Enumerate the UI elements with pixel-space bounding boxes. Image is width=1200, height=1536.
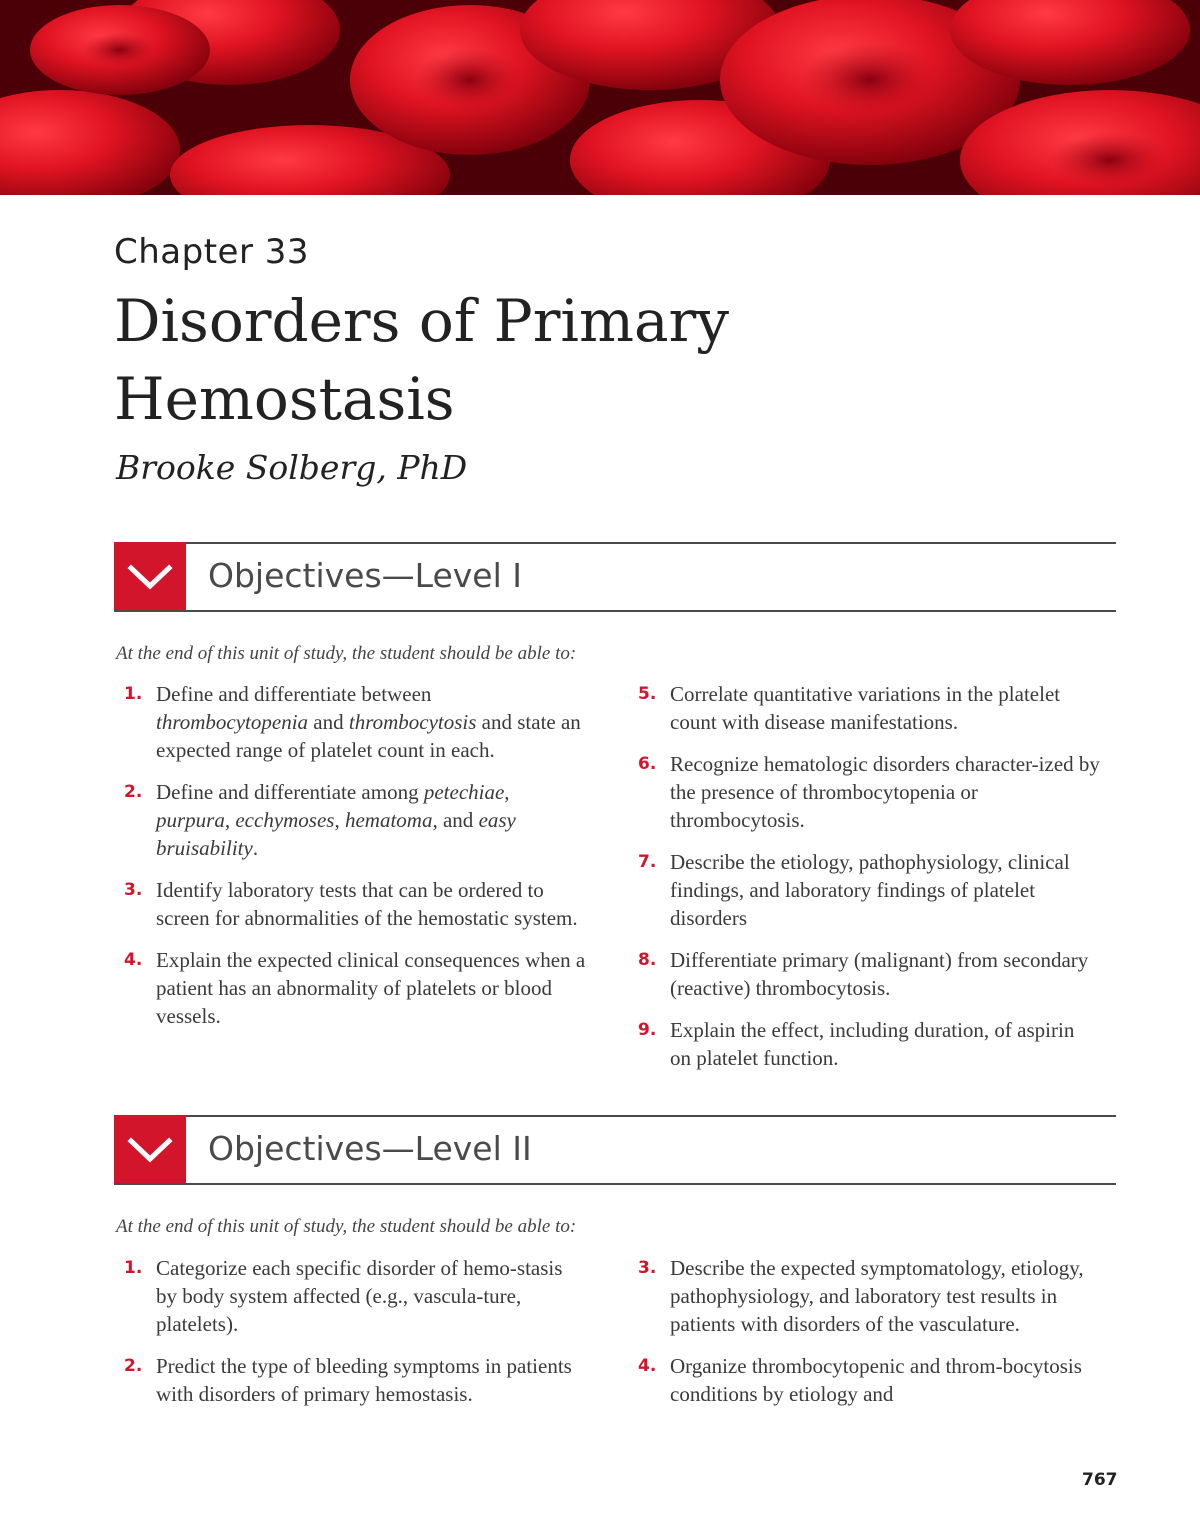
objective-text: Categorize each specific disorder of hemo-stasis by body system affected (e.g., vascula-ture, platelets). bbox=[156, 1256, 563, 1336]
objective-text: Define and differentiate between thrombocytopenia and thrombocytosis and state an expected range of platelet count in each. bbox=[156, 682, 581, 762]
objectives-level-2-list-right bbox=[630, 1254, 1100, 1422]
objective-text: Describe the expected symptomatology, etiology, pathophysiology, and laboratory test results in patients with disorders of the vasculature. bbox=[670, 1256, 1084, 1336]
objective-number: 1. bbox=[124, 1258, 143, 1278]
objective-text: Organize thrombocytopenic and throm-bocytosis conditions by etiology and bbox=[670, 1354, 1082, 1406]
divider bbox=[114, 1115, 1116, 1117]
chapter-title-line-2: Hemostasis bbox=[114, 365, 455, 433]
chapter-label: Chapter 33 bbox=[114, 232, 310, 272]
chapter-title bbox=[114, 282, 1014, 438]
check-icon bbox=[114, 1115, 186, 1185]
objective-number: 6. bbox=[638, 754, 657, 774]
objectives-level-2-list-left bbox=[116, 1254, 586, 1422]
objectives-level-2-intro: At the end of this unit of study, the student should be able to: bbox=[116, 1216, 577, 1237]
objective-number: 4. bbox=[638, 1356, 657, 1376]
objective-item bbox=[630, 848, 1100, 932]
objective-item bbox=[116, 778, 586, 862]
objective-text: Describe the etiology, pathophysiology, clinical findings, and laboratory findings of platelet disorders bbox=[670, 850, 1070, 930]
objective-number: 3. bbox=[124, 880, 143, 900]
objective-item bbox=[116, 876, 586, 932]
check-icon bbox=[114, 542, 186, 612]
objective-text: Correlate quantitative variations in the platelet count with disease manifestations. bbox=[670, 682, 1061, 734]
chapter-title-line-1: Disorders of Primary bbox=[114, 287, 730, 355]
objective-number: 2. bbox=[124, 782, 143, 802]
objective-text: Explain the expected clinical consequences when a patient has an abnormality of platelets or blood vessels. bbox=[156, 948, 586, 1028]
objective-item bbox=[116, 1352, 586, 1408]
objective-text: Define and differentiate among petechiae, purpura, ecchymoses, hematoma, and easy bruisability. bbox=[156, 780, 516, 860]
objective-number: 4. bbox=[124, 950, 143, 970]
objectives-level-1-title: Objectives—Level I bbox=[208, 556, 522, 595]
author-name: Brooke Solberg, PhD bbox=[116, 448, 468, 487]
page-number: 767 bbox=[1082, 1470, 1118, 1490]
objective-text: Recognize hematologic disorders character-ized by the presence of thrombocytopenia or thrombocytosis. bbox=[670, 752, 1100, 832]
objective-text: Identify laboratory tests that can be ordered to screen for abnormalities of the hemostatic system. bbox=[156, 878, 578, 930]
divider bbox=[114, 610, 1116, 612]
objective-number: 9. bbox=[638, 1020, 657, 1040]
objective-text: Differentiate primary (malignant) from secondary (reactive) thrombocytosis. bbox=[670, 948, 1089, 1000]
objective-number: 3. bbox=[638, 1258, 657, 1278]
objective-number: 7. bbox=[638, 852, 657, 872]
divider bbox=[114, 1183, 1116, 1185]
objective-item bbox=[116, 680, 586, 764]
objectives-level-2-header bbox=[114, 1115, 1116, 1185]
banner-red-blood-cells-image bbox=[0, 0, 1200, 195]
objective-item bbox=[630, 1016, 1100, 1072]
objective-text: Predict the type of bleeding symptoms in patients with disorders of primary hemostasis. bbox=[156, 1354, 572, 1406]
objective-item bbox=[116, 946, 586, 1030]
objective-number: 8. bbox=[638, 950, 657, 970]
objective-item bbox=[630, 680, 1100, 736]
objective-item bbox=[116, 1254, 586, 1338]
divider bbox=[114, 542, 1116, 544]
objective-number: 1. bbox=[124, 684, 143, 704]
objectives-level-1-list-right bbox=[630, 680, 1100, 1086]
objective-item bbox=[630, 750, 1100, 834]
objective-item bbox=[630, 1254, 1100, 1338]
objective-item bbox=[630, 946, 1100, 1002]
objective-text: Explain the effect, including duration, of aspirin on platelet function. bbox=[670, 1018, 1075, 1070]
objective-number: 2. bbox=[124, 1356, 143, 1376]
objectives-level-2-title: Objectives—Level II bbox=[208, 1129, 532, 1168]
objectives-level-1-list-left bbox=[116, 680, 586, 1044]
objectives-level-1-header bbox=[114, 542, 1116, 612]
objectives-level-1-intro: At the end of this unit of study, the student should be able to: bbox=[116, 643, 577, 664]
objective-number: 5. bbox=[638, 684, 657, 704]
objective-item bbox=[630, 1352, 1100, 1408]
